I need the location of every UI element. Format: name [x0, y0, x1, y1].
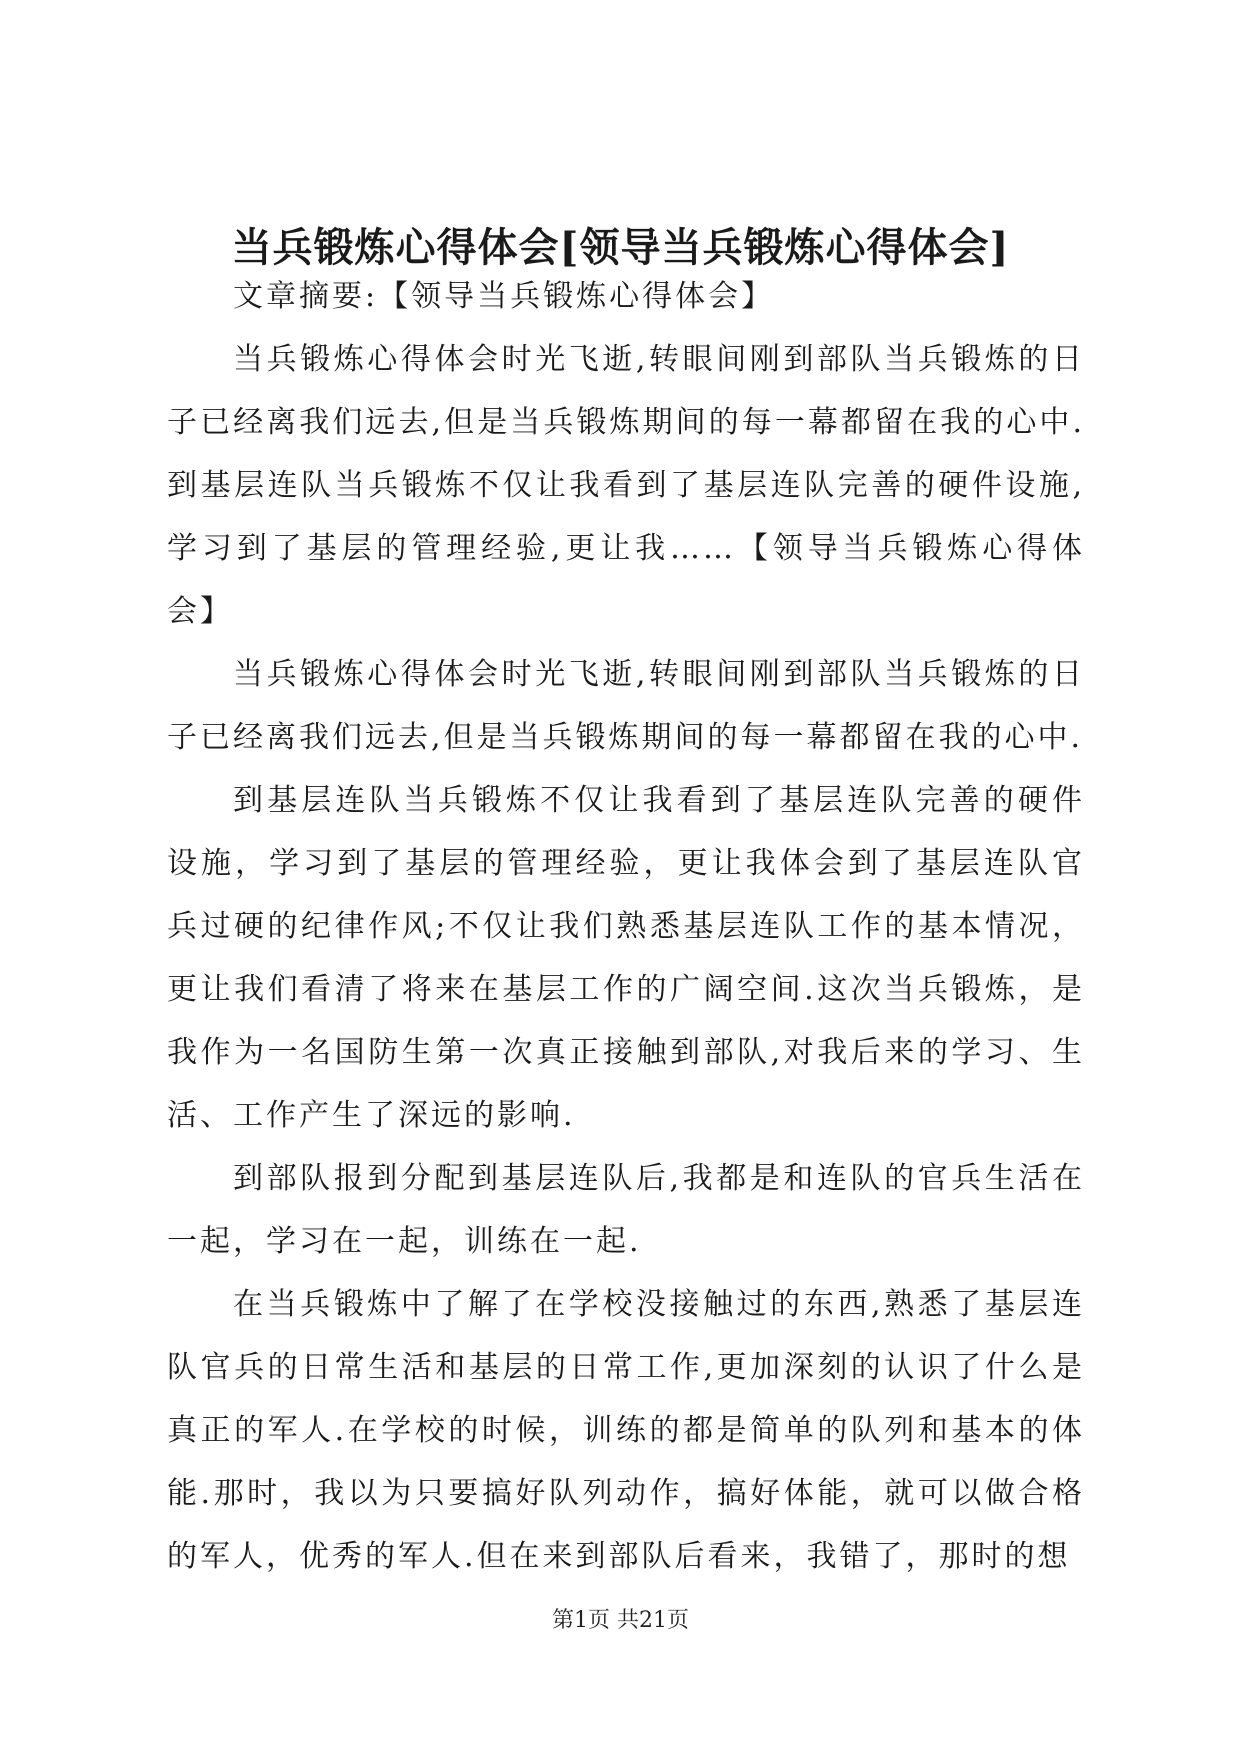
abstract-paragraph: 文章摘要:【领导当兵锻炼心得体会】 [233, 279, 775, 314]
document-title: 当兵锻炼心得体会[领导当兵锻炼心得体会] [231, 224, 1010, 271]
body-paragraph: 当兵锻炼心得体会时光飞逝,转眼间刚到部队当兵锻炼的日子已经离我们远去,但是当兵锻炼期间的每一幕都留在我的心中.到基层连队当兵锻炼不仅让我看到了基层连队完善的硬件设施,学习到了基层的管理经验,更让我……【领导当兵锻炼心得体会】 [167, 342, 1085, 629]
page-number-footer: 第1页 共21页 [552, 1608, 689, 1633]
body-paragraph: 当兵锻炼心得体会时光飞逝,转眼间刚到部队当兵锻炼的日子已经离我们远去,但是当兵锻炼期间的每一幕都留在我的心中. [167, 657, 1085, 755]
body-paragraph: 到部队报到分配到基层连队后,我都是和连队的官兵生活在一起，学习在一起，训练在一起. [167, 1161, 1085, 1259]
document-body [167, 265, 1085, 1588]
body-paragraph: 在当兵锻炼中了解了在学校没接触过的东西,熟悉了基层连队官兵的日常生活和基层的日常工作,更加深刻的认识了什么是真正的军人.在学校的时候，训练的都是简单的队列和基本的体能.那时，我以为只要搞好队列动作，搞好体能，就可以做合格的军人，优秀的军人.但在来到部队后看来，我错了，那时的想 [167, 1287, 1085, 1574]
body-paragraph: 到基层连队当兵锻炼不仅让我看到了基层连队完善的硬件设施，学习到了基层的管理经验，更让我体会到了基层连队官兵过硬的纪律作风;不仅让我们熟悉基层连队工作的基本情况，更让我们看清了将来在基层工作的广阔空间.这次当兵锻炼，是我作为一名国防生第一次真正接触到部队,对我后来的学习、生活、工作产生了深远的影响. [167, 783, 1085, 1133]
